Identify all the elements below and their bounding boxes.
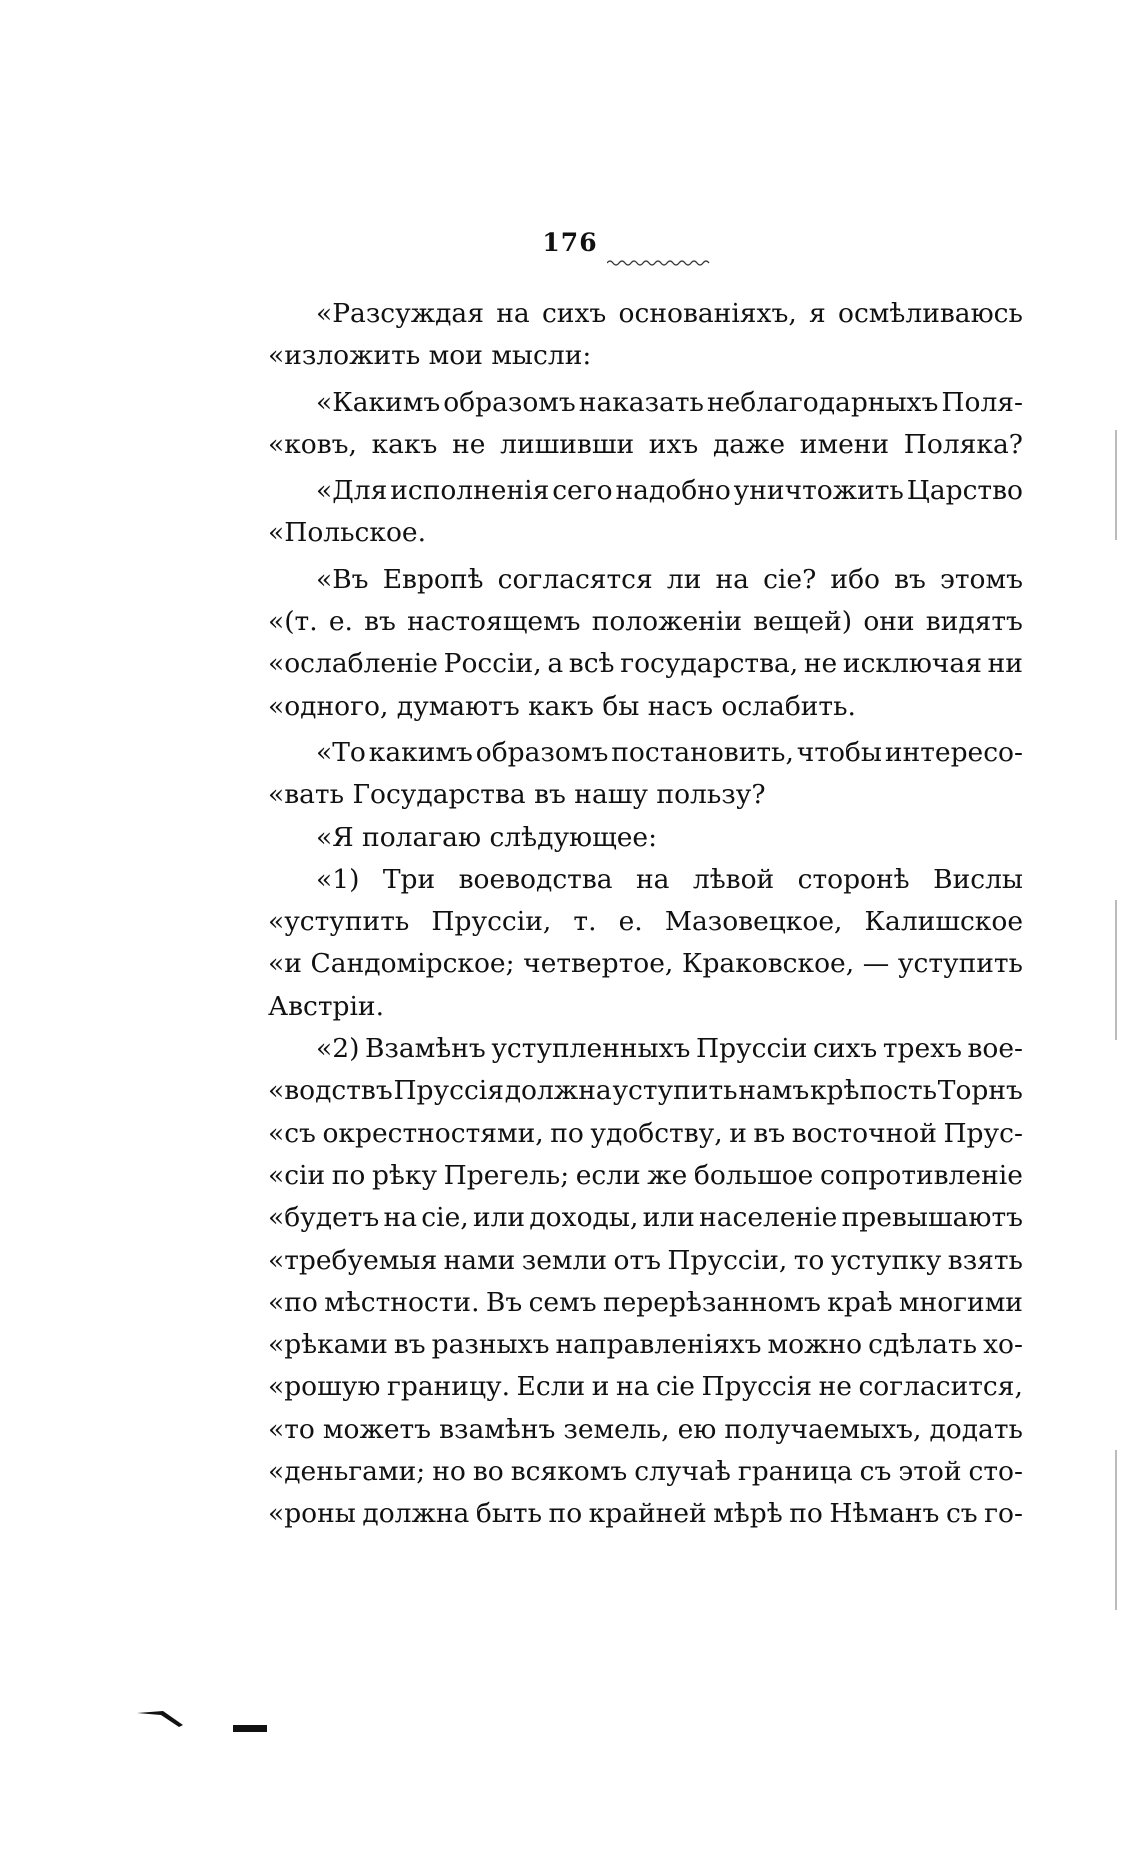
margin-scan-mark xyxy=(1115,900,1117,1040)
text-line: «одного, думаютъ какъ бы насъ ослабить. xyxy=(268,690,856,722)
text-line: «2) Взамѣнъ уступленныхъ Пруссіи сихъ трехъ вое- xyxy=(316,1033,1023,1065)
text-line: «ковъ, какъ не лишивши ихъ даже имени Поляка? xyxy=(268,428,1023,460)
text-line: «ослабленіе Россіи, а всѣ государства, не исключая ни xyxy=(268,648,1023,680)
text-line: «рошую границу. Если и на сіе Пруссія не согласится, xyxy=(268,1371,1023,1403)
text-line: «уступить Пруссіи, т. е. Мазовецкое, Калишское xyxy=(268,906,1023,938)
text-line: «То какимъ образомъ постановить, чтобы интересо- xyxy=(316,736,1023,768)
text-line: «1) Три воеводства на лѣвой сторонѣ Вислы xyxy=(316,863,1023,895)
text-line: «съ окрестностями, по удобству, и въ восточной Прус- xyxy=(268,1117,1023,1149)
text-line: «требуемыя нами земли отъ Пруссіи, то уступку взять xyxy=(268,1244,1023,1276)
text-line: Австріи. xyxy=(268,990,385,1022)
text-line: «Въ Европѣ согласятся ли на сіе? ибо въ этомъ xyxy=(316,563,1023,595)
body-text xyxy=(268,293,1023,1536)
text-line: «роны должна быть по крайней мѣрѣ по Нѣманъ съ го- xyxy=(268,1498,1023,1530)
text-line: «сіи по рѣку Прегель; если же большое сопротивленіе xyxy=(268,1159,1023,1191)
text-line: «(т. е. въ настоящемъ положеніи вещей) они видятъ xyxy=(268,606,1023,638)
margin-scan-mark xyxy=(1115,430,1117,540)
text-line: «то можетъ взамѣнъ земель, ею получаемыхъ, додать xyxy=(268,1413,1023,1445)
text-line: «вать Государства въ нашу пользу? xyxy=(268,779,766,811)
text-line: «Разсуждая на сихъ основаніяхъ, я осмѣливаюсь xyxy=(316,298,1023,329)
text-line: «и Сандомірское; четвертое, Краковское, — уступить xyxy=(268,948,1023,980)
text-line: «Польское. xyxy=(268,517,427,549)
page-number: 176 xyxy=(542,228,598,257)
margin-scan-mark xyxy=(1115,1450,1117,1610)
text-line: «деньгами; но во всякомъ случаѣ граница съ этой сто- xyxy=(268,1456,1023,1488)
text-line: «будетъ на сіе, или доходы, или населеніе превышаютъ xyxy=(268,1202,1023,1234)
text-line: «водствъ Пруссія должна уступить намъ крѣпость Торнъ xyxy=(268,1075,1023,1107)
text-line: «Какимъ образомъ наказать неблагодарныхъ Поля- xyxy=(316,386,1023,418)
page-number-ornament xyxy=(607,258,711,268)
scan-ink-blot xyxy=(135,1705,275,1745)
text-line: «Для исполненія сего надобно уничтожить Царство xyxy=(316,475,1023,507)
text-line: «рѣками въ разныхъ направленіяхъ можно сдѣлать хо- xyxy=(268,1329,1023,1361)
text-line: «по мѣстности. Въ семъ перерѣзанномъ краѣ многими xyxy=(268,1286,1023,1318)
text-line: «Я полагаю слѣдующее: xyxy=(316,821,658,853)
text-line: «изложить мои мысли: xyxy=(268,340,592,372)
